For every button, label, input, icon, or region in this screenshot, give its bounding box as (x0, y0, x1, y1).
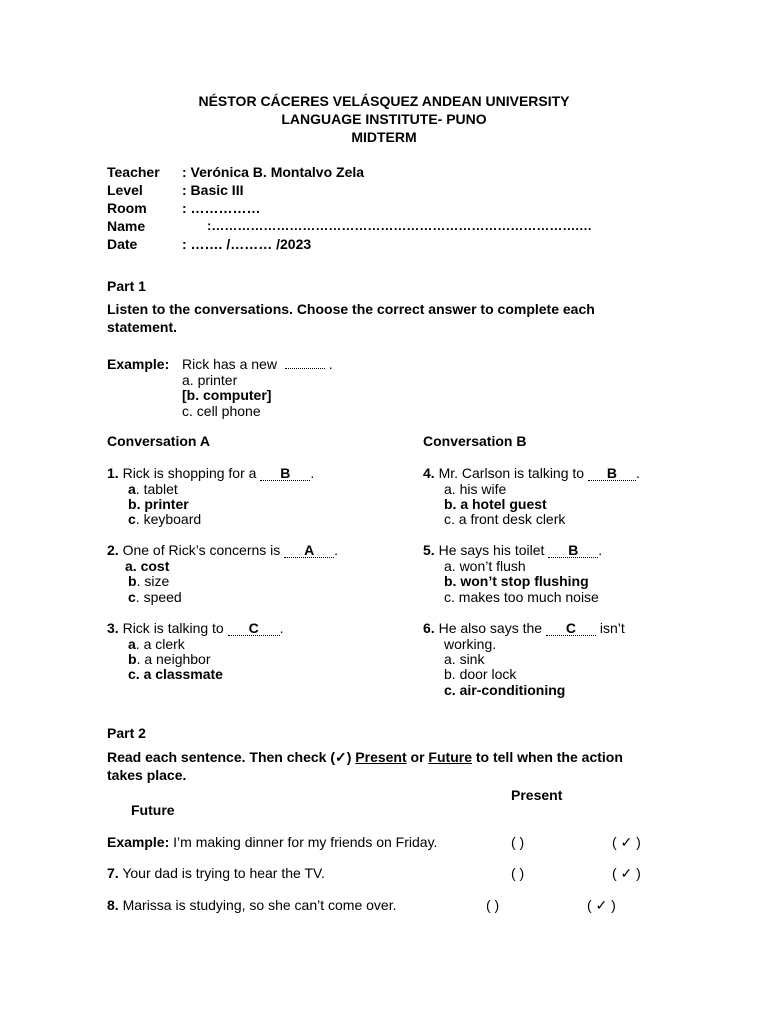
present-checkbox[interactable]: ( ) (511, 834, 525, 850)
present-checkbox[interactable]: ( ) (486, 897, 500, 913)
option-2c: c. speed (128, 589, 182, 605)
question-number: 2. (107, 542, 119, 558)
part1-instructions: Listen to the conversations. Choose the correct answer to complete each statement. (107, 301, 595, 335)
option-5b: b. won’t stop flushing (444, 573, 589, 589)
question-5 (423, 542, 602, 558)
answer-blank: A (284, 543, 334, 558)
option-1a: a. tablet (128, 481, 178, 497)
row-number: 7. (107, 865, 119, 881)
question-stem: One of Rick’s concerns is (122, 542, 281, 558)
answer-blank: C (228, 621, 280, 636)
present-checkbox[interactable]: ( ) (511, 865, 525, 881)
answer-blank: B (260, 466, 310, 481)
question-6-continued: working. (444, 636, 497, 652)
question-end: isn’t (599, 620, 625, 636)
future-checkbox[interactable]: ( ✓ ) (612, 865, 641, 881)
option-3c: c. a classmate (128, 666, 223, 682)
question-stem: Rick is shopping for a (122, 465, 257, 481)
option-6c: c. air-conditioning (444, 682, 566, 698)
question-number: 5. (423, 542, 435, 558)
future-checkbox[interactable]: ( ✓ ) (612, 834, 641, 850)
room-label: Room (107, 200, 147, 216)
option-1c: c. keyboard (128, 511, 202, 527)
teacher-label: Teacher (107, 164, 160, 180)
question-end: . (598, 542, 603, 558)
date-label: Date (107, 236, 138, 252)
answer-blank: B (588, 466, 636, 481)
checkmark-icon: ✓ (334, 749, 347, 765)
question-6 (423, 620, 625, 636)
question-8-row (107, 897, 396, 913)
question-3 (107, 620, 284, 636)
option-5c: c. makes too much noise (444, 589, 599, 605)
institute-name: LANGUAGE INSTITUTE- PUNO (281, 111, 487, 127)
question-number: 4. (423, 465, 435, 481)
row-sentence: I’m making dinner for my friends on Friday. (173, 834, 438, 850)
level-value: : Basic III (182, 182, 244, 198)
present-word: Present (355, 749, 407, 765)
conversation-b-title: Conversation B (423, 433, 527, 449)
question-number: 3. (107, 620, 119, 636)
name-label: Name (107, 218, 146, 234)
question-4 (423, 465, 640, 481)
answer-blank: C (546, 621, 596, 636)
option-2b: b. size (128, 573, 170, 589)
example-option-a: a. printer (182, 372, 238, 388)
example-option-b: [b. computer] (182, 387, 272, 403)
example-stem (182, 356, 333, 372)
question-2 (107, 542, 338, 558)
question-end: . (334, 542, 339, 558)
row-number: 8. (107, 897, 119, 913)
row-sentence: Your dad is trying to hear the TV. (122, 865, 325, 881)
question-7-row (107, 865, 325, 881)
option-4c: c. a front desk clerk (444, 511, 566, 527)
future-column-header: Future (131, 802, 175, 818)
part2-title: Part 2 (107, 725, 146, 741)
name-value: :………………………………………………………………………….… (207, 218, 592, 233)
question-end: . (635, 465, 640, 481)
option-4b: b. a hotel guest (444, 496, 547, 512)
example-row (107, 834, 437, 850)
future-checkbox[interactable]: ( ✓ ) (587, 897, 616, 913)
teacher-value: : Verónica B. Montalvo Zela (182, 164, 365, 180)
question-end: . (310, 465, 315, 481)
instr-text: Read each sentence. Then check ( (107, 749, 335, 765)
part1-title: Part 1 (107, 278, 146, 294)
answer-blank: B (548, 543, 598, 558)
option-3b: b. a neighbor (128, 651, 211, 667)
example-end: . (328, 356, 333, 372)
future-word: Future (428, 749, 472, 765)
present-column-header: Present (511, 787, 563, 803)
question-end: . (279, 620, 284, 636)
question-stem: Mr. Carlson is talking to (438, 465, 585, 481)
example-stem-text: Rick has a new (182, 356, 277, 372)
example-option-c: c. cell phone (182, 403, 261, 419)
option-1b: b. printer (128, 496, 189, 512)
part2-instructions-continued: takes place. (107, 767, 187, 783)
option-6a: a. sink (444, 651, 485, 667)
question-number: 1. (107, 465, 119, 481)
question-stem: Rick is talking to (122, 620, 224, 636)
example-label: Example: (107, 356, 170, 372)
option-5a: a. won’t flush (444, 558, 526, 574)
example-blank (285, 368, 325, 369)
instr-text: to tell when the action (475, 749, 623, 765)
option-3a: a. a clerk (128, 636, 185, 652)
option-2a: a. cost (125, 558, 170, 574)
instr-text: or (410, 749, 425, 765)
date-value: : ……. /……… /2023 (182, 236, 312, 252)
row-number: Example: (107, 834, 170, 850)
question-stem: He says his toilet (438, 542, 545, 558)
question-number: 6. (423, 620, 435, 636)
level-label: Level (107, 182, 143, 198)
part2-instructions (107, 749, 623, 765)
option-4a: a. his wife (444, 481, 507, 497)
university-name: NÉSTOR CÁCERES VELÁSQUEZ ANDEAN UNIVERSITY (198, 93, 570, 109)
room-value: : …………… (182, 200, 261, 216)
conversation-a-title: Conversation A (107, 433, 210, 449)
question-1 (107, 465, 314, 481)
instr-text: ) (346, 749, 352, 765)
question-stem: He also says the (438, 620, 543, 636)
row-sentence: Marissa is studying, so she can’t come over. (122, 897, 397, 913)
exam-title: MIDTERM (351, 129, 417, 145)
option-6b: b. door lock (444, 666, 517, 682)
